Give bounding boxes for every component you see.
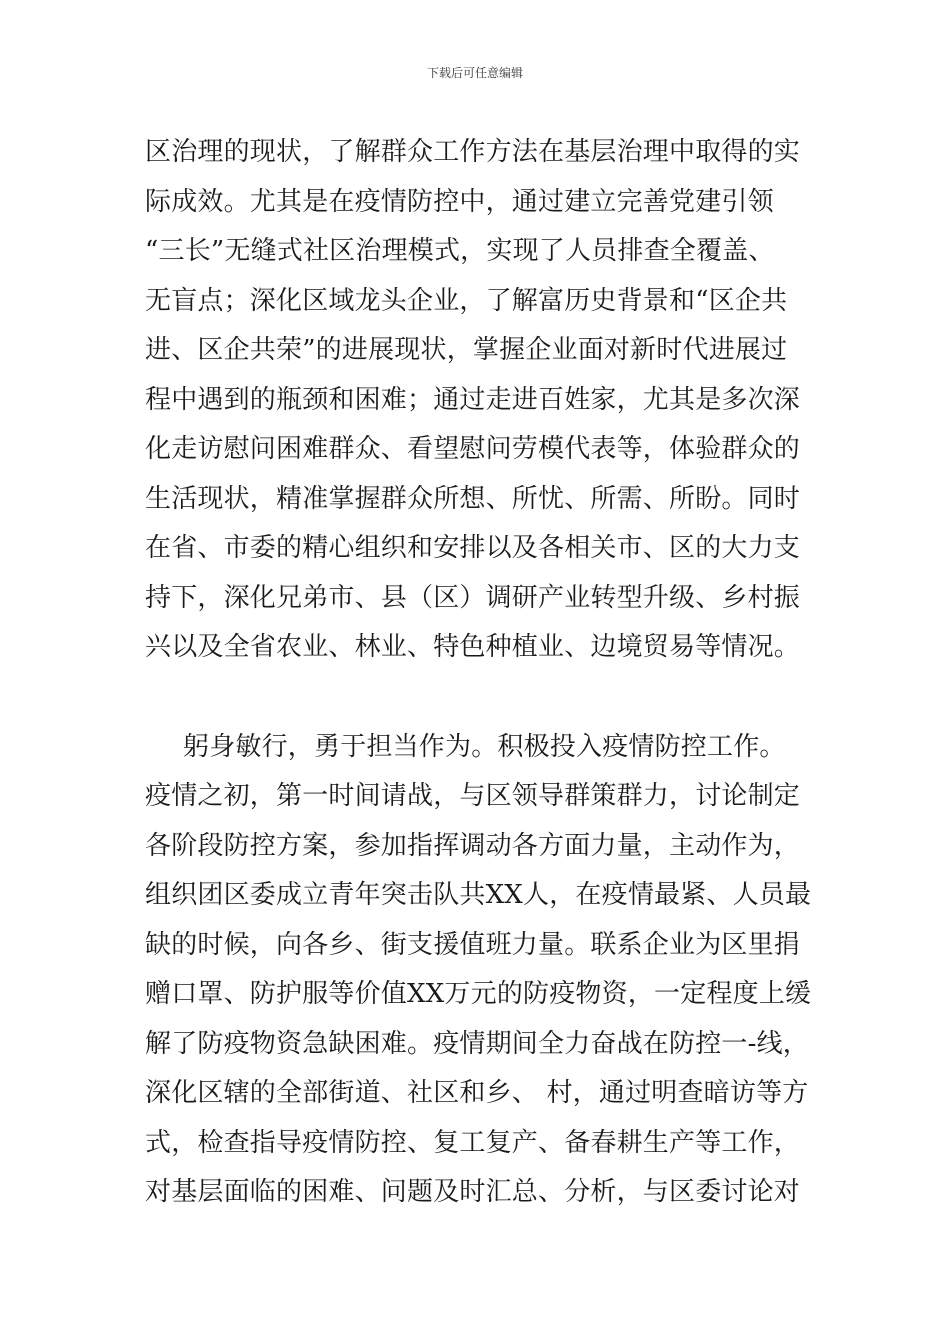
text-line: 赠口罩、防护服等价值XX万元的防疫物资，一定程度上缓 (145, 979, 812, 1009)
text-line: 进、区企共荣”的进展现状，掌握企业面对新时代进展过 (145, 335, 788, 365)
text-line: 在省、市委的精心组织和安排以及各相关市、区的大力支 (145, 533, 801, 563)
text-line: 式，检查指导疫情防控、复工复产、备春耕生产等工作， (145, 1128, 801, 1158)
text-line: 持下，深化兄弟市、县（区）调研产业转型升级、乡村振 (145, 583, 801, 613)
text-line: 深化区辖的全部街道、社区和乡、 村，通过明查暗访等方 (145, 1078, 809, 1108)
text-line: 兴以及全省农业、林业、特色种植业、边境贸易等情况。 (145, 632, 801, 662)
text-line: 生活现状，精准掌握群众所想、所忧、所需、所盼。同时 (145, 484, 801, 514)
text-line: 各阶段防控方案，参加指挥调动各方面力量，主动作为， (145, 831, 801, 861)
text-line: 际成效。尤其是在疫情防控中，通过建立完善党建引领 (145, 187, 774, 217)
text-line: 缺的时候，向各乡、街支援值班力量。联系企业为区里捐 (145, 930, 801, 960)
text-line: 疫情之初，第一时间请战，与区领导群策群力，讨论制定 (145, 781, 801, 811)
text-line: 对基层面临的困难、问题及时汇总、分析，与区委讨论对 (145, 1177, 801, 1207)
text-line: 化走访慰问困难群众、看望慰问劳模代表等，体验群众的 (145, 434, 801, 464)
page-header-note: 下载后可任意编辑 (426, 66, 523, 80)
text-line: 解了防疫物资急缺困难。疫情期间全力奋战在防控一-线， (145, 1029, 809, 1059)
text-line: “三长”无缝式社区治理模式，实现了人员排查全覆盖、 (145, 236, 775, 266)
text-line: 无盲点；深化区域龙头企业，了解富历史背景和“区企共 (145, 286, 788, 316)
text-line: 组织团区委成立青年突击队共XX人，在疫情最紧、人员最 (145, 880, 812, 910)
text-line: 程中遇到的瓶颈和困难；通过走进百姓家，尤其是多次深 (145, 385, 801, 415)
text-line: 躬身敏行，勇于担当作为。积极投入疫情防控工作。 (183, 732, 786, 762)
text-line: 区治理的现状，了解群众工作方法在基层治理中取得的实 (145, 137, 801, 167)
